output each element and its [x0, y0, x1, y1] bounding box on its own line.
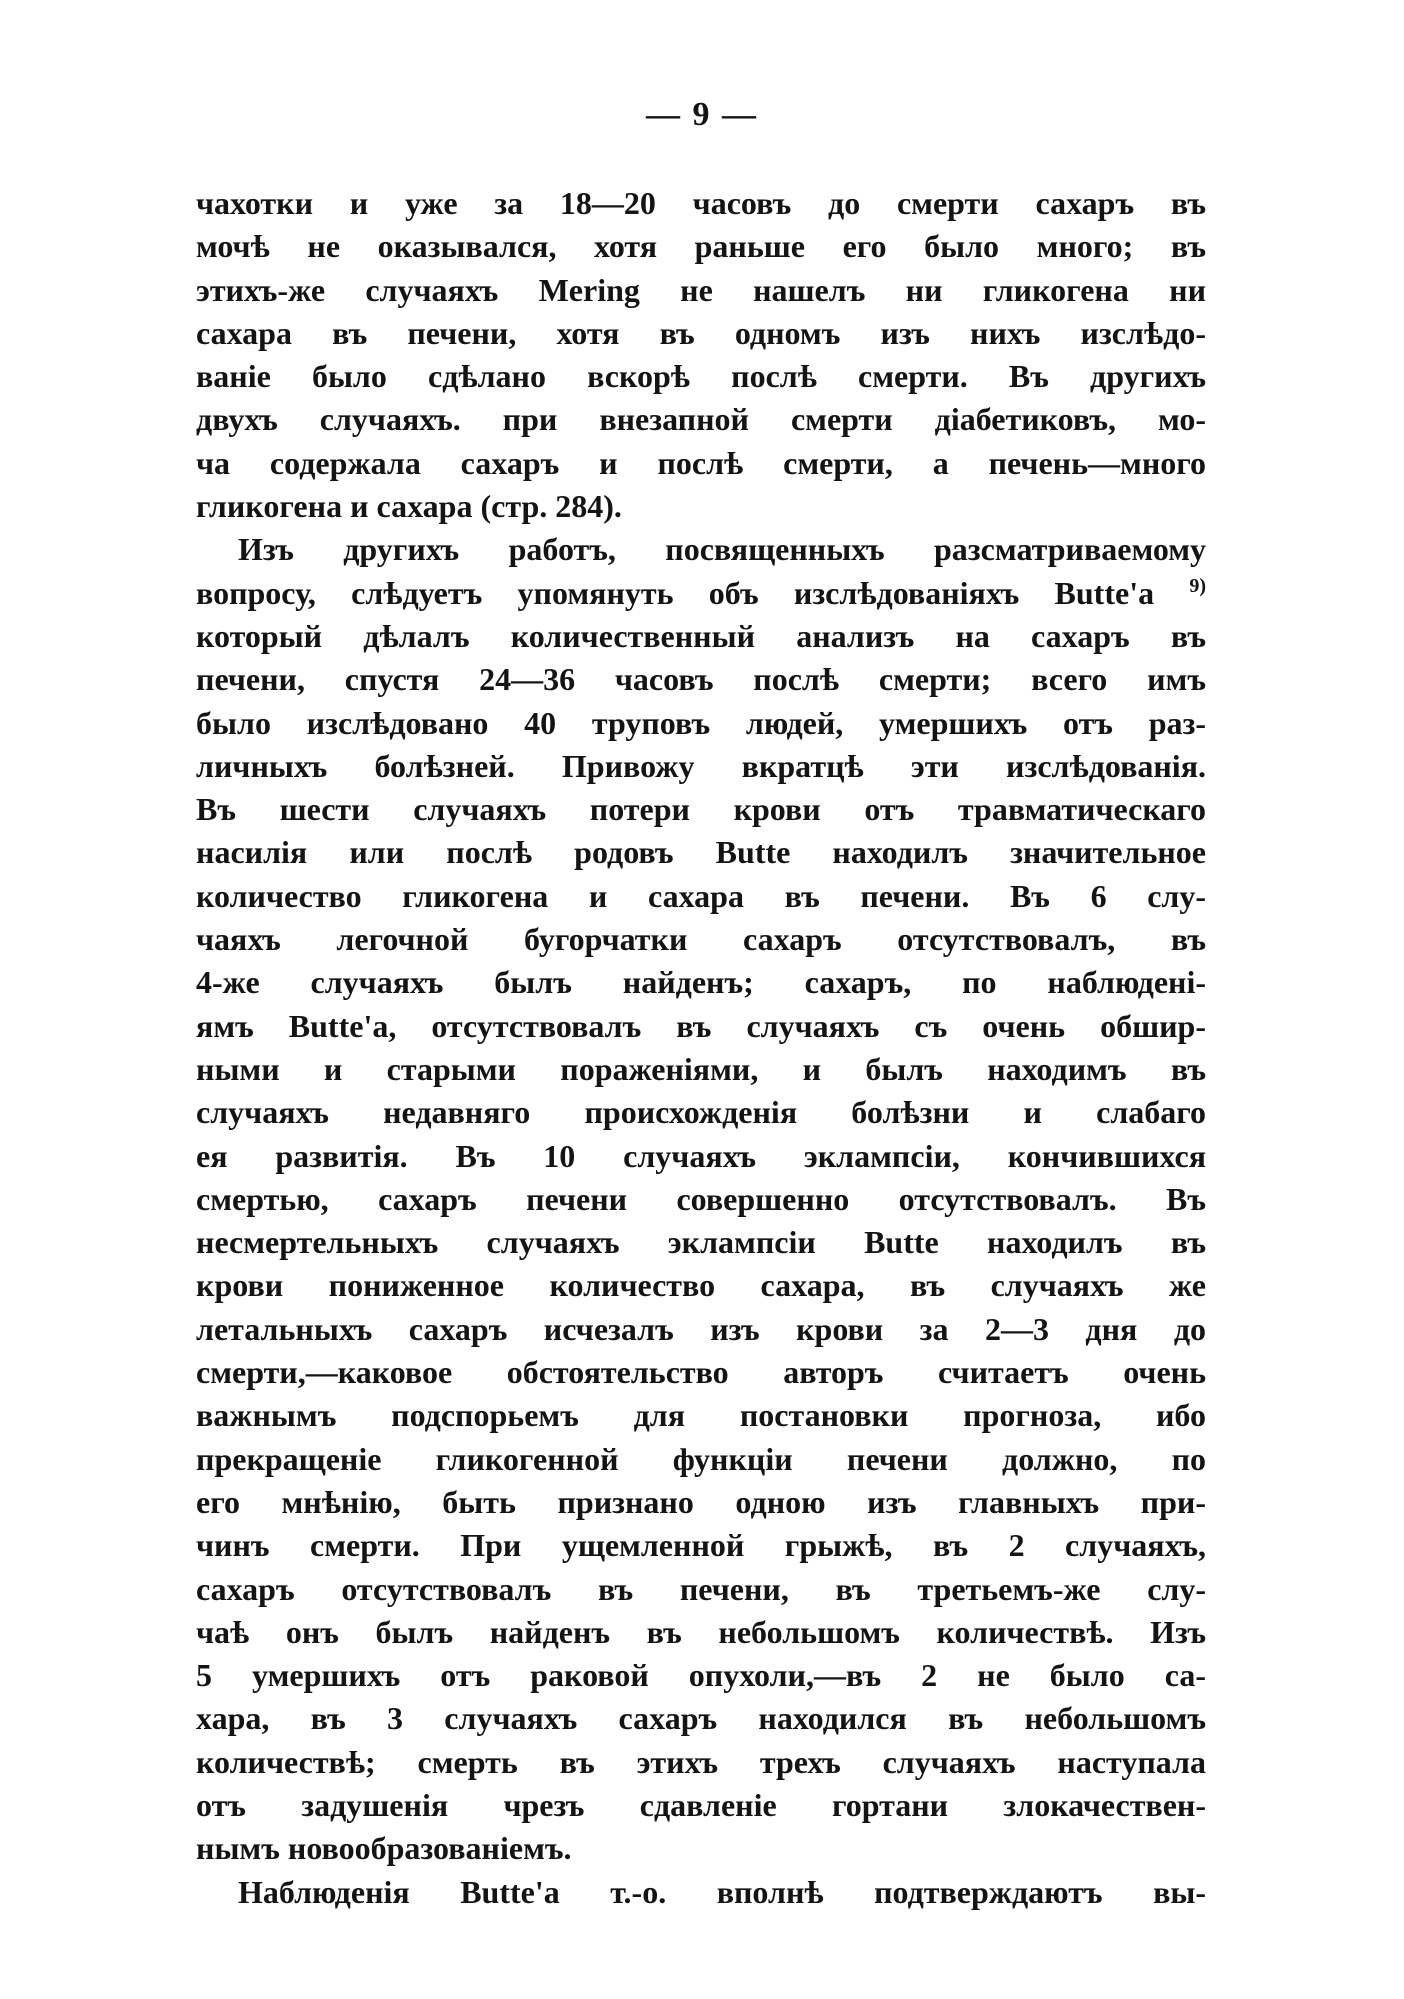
- text-line-content: вопросу, слѣдуетъ упомянуть объ изслѣдованіяхъ Butte'a: [196, 574, 1155, 611]
- text-line: чаѣ онъ былъ найденъ въ небольшомъ количествѣ. Изъ: [196, 1613, 1206, 1650]
- text-line: ея развитія. Въ 10 случаяхъ эклампсіи, кончившихся: [196, 1137, 1206, 1174]
- page-number: — 9 —: [646, 96, 758, 133]
- text-line: личныхъ болѣзней. Привожу вкратцѣ эти изслѣдованія.: [196, 747, 1206, 784]
- text-line: важнымъ подспорьемъ для постановки прогноза, ибо: [196, 1397, 1206, 1434]
- text-line: печени, спустя 24—36 часовъ послѣ смерти; всего имъ: [196, 661, 1206, 698]
- text-line: смерти,—каковое обстоятельство авторъ считаетъ очень: [196, 1354, 1206, 1391]
- text-line: нымъ новообразованіемъ.: [196, 1830, 572, 1867]
- text-line: чинъ смерти. При ущемленной грыжѣ, въ 2 случаяхъ,: [196, 1527, 1206, 1564]
- text-line: сахаръ отсутствовалъ въ печени, въ третьемъ-же слу-: [196, 1570, 1206, 1607]
- text-line: несмертельныхъ случаяхъ эклампсіи Butte находилъ въ: [196, 1224, 1206, 1261]
- text-line: насилія или послѣ родовъ Butte находилъ значительное: [196, 834, 1206, 871]
- paragraph-3: [196, 1871, 1206, 1914]
- text-line: количествѣ; смерть въ этихъ трехъ случаяхъ наступала: [196, 1743, 1206, 1780]
- text-line: было изслѣдовано 40 труповъ людей, умершихъ отъ раз-: [196, 704, 1206, 741]
- text-line: смертью, сахаръ печени совершенно отсутствовалъ. Въ: [196, 1180, 1206, 1217]
- text-line-with-footnote: [196, 572, 1206, 615]
- text-line: гликогена и сахара (стр. 284).: [196, 488, 622, 525]
- body-text: [196, 182, 1206, 1914]
- paragraph-2: [196, 528, 1206, 1870]
- text-line: сахара въ печени, хотя въ одномъ изъ нихъ изслѣдо-: [196, 314, 1206, 351]
- text-line: крови пониженное количество сахара, въ случаяхъ же: [196, 1267, 1206, 1304]
- text-line: прекращеніе гликогенной функціи печени должно, по: [196, 1440, 1206, 1477]
- text-line: мочѣ не оказывался, хотя раньше его было много; въ: [196, 228, 1206, 265]
- text-line: 5 умершихъ отъ раковой опухоли,—въ 2 не было са-: [196, 1657, 1206, 1694]
- text-line: ными и старыми пораженіями, и былъ находимъ въ: [196, 1050, 1206, 1087]
- footnote-mark: 9): [1189, 574, 1206, 597]
- text-line: 4-же случаяхъ былъ найденъ; сахаръ, по наблюдені-: [196, 964, 1206, 1001]
- text-line: этихъ-же случаяхъ Mering не нашелъ ни гликогена ни: [196, 271, 1206, 308]
- text-line: который дѣлалъ количественный анализъ на сахаръ въ: [196, 617, 1206, 654]
- text-line: чахотки и уже за 18—20 часовъ до смерти сахаръ въ: [196, 185, 1206, 221]
- text-line: Изъ другихъ работъ, посвященныхъ разсматриваемому: [238, 531, 1206, 568]
- text-line: двухъ случаяхъ. при внезапной смерти діабетиковъ, мо-: [196, 401, 1206, 438]
- text-line: случаяхъ недавняго происхожденія болѣзни и слабаго: [196, 1094, 1206, 1131]
- text-line: летальныхъ сахаръ исчезалъ изъ крови за 2—3 дня до: [196, 1310, 1206, 1347]
- text-line: ямъ Butte'a, отсутствовалъ въ случаяхъ съ очень обшир-: [196, 1007, 1206, 1044]
- text-line: его мнѣнію, быть признано одною изъ главныхъ при-: [196, 1483, 1206, 1520]
- text-line: хара, въ 3 случаяхъ сахаръ находился въ небольшомъ: [196, 1700, 1206, 1737]
- text-line: количество гликогена и сахара въ печени. Въ 6 слу-: [196, 877, 1206, 914]
- text-line: чаяхъ легочной бугорчатки сахаръ отсутствовалъ, въ: [196, 921, 1206, 958]
- text-line: ваніе было сдѣлано вскорѣ послѣ смерти. Въ другихъ: [196, 358, 1206, 395]
- text-line: ча содержала сахаръ и послѣ смерти, а печень—много: [196, 444, 1206, 481]
- paragraph-1: [196, 182, 1206, 528]
- text-line: отъ задушенія чрезъ сдавленіе гортани злокачествен-: [196, 1786, 1206, 1823]
- text-line: Наблюденія Butte'a т.-о. вполнѣ подтверждаютъ вы-: [238, 1873, 1206, 1910]
- text-line: Въ шести случаяхъ потери крови отъ травматическаго: [196, 791, 1206, 828]
